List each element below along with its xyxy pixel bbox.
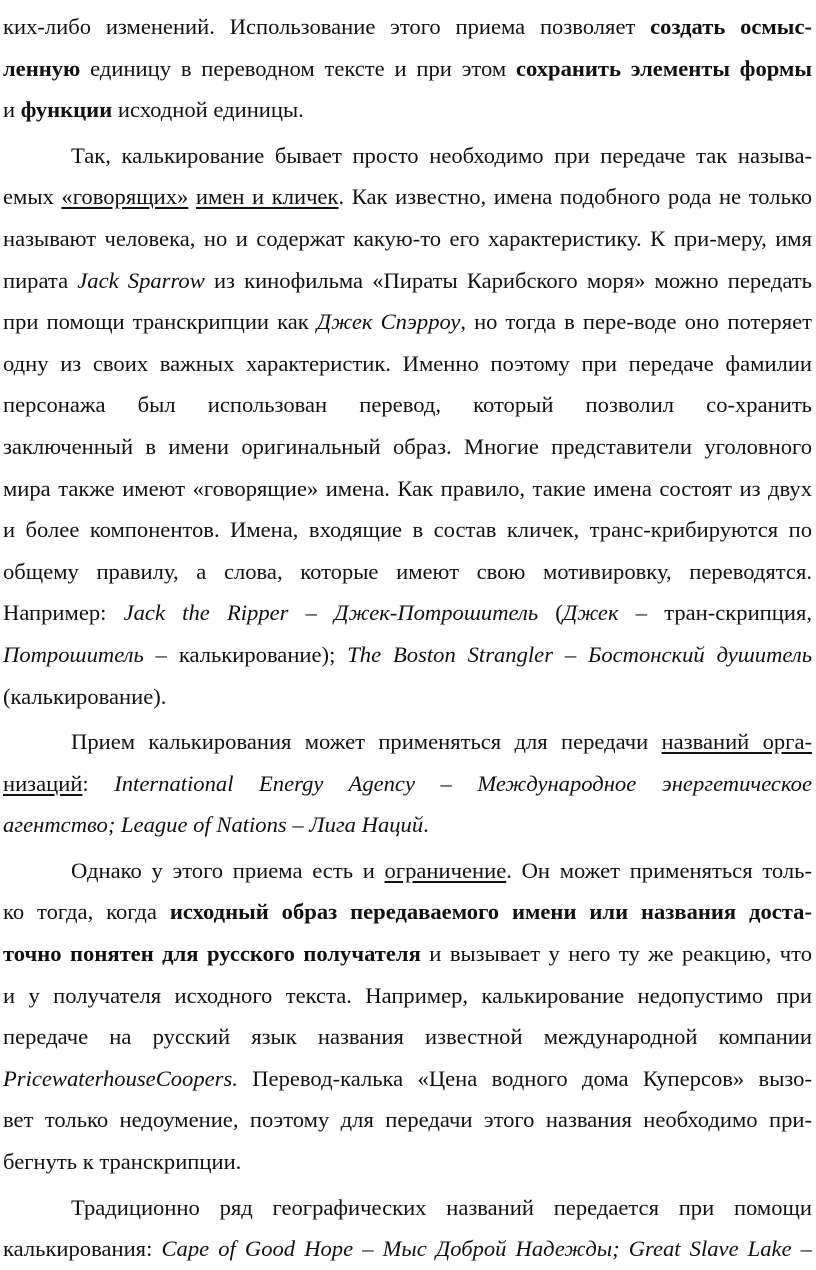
italic-phrase: International Energy Agency – Международное энергетическое — [114, 770, 812, 796]
underlined-phrase: ограничение — [384, 857, 507, 883]
bold-phrase: исходный образ передаваемого имени или названия доста- — [169, 899, 812, 925]
text-line: ко тогда, когда исходный образ передаваемого имени или названия доста- — [3, 899, 812, 925]
italic-phrase: Jack Sparrow — [77, 267, 205, 293]
text-line: мира также имеют «говорящие» имена. Как правило, такие имена состоят из двух — [3, 475, 812, 501]
text-line: Потрошитель – калькирование); The Boston Strangler – Бостонский душитель — [3, 641, 812, 667]
paragraph-5 — [3, 1187, 812, 1270]
paragraph-2 — [3, 135, 812, 717]
text-line: одну из своих важных характеристик. Именно поэтому при передаче фамилии — [3, 350, 812, 376]
text-line: агентство; League of Nations – Лига Наций. — [3, 812, 429, 838]
italic-phrase: Джек Спэрроу — [316, 309, 461, 335]
text-line: пирата Jack Sparrow из кинофильма «Пираты Карибского моря» можно передать — [3, 267, 812, 293]
text-line: персонажа был использован перевод, который позволил со-хранить — [3, 392, 812, 418]
bold-phrase: ленную — [3, 55, 81, 81]
text-line: заключенный в имени оригинальный образ. Многие представители уголовного — [3, 433, 812, 459]
text-line: калькирования: Cape of Good Hope – Мыс Доброй Надежды; Great Slave Lake – — [3, 1236, 812, 1262]
text-line: Например: Jack the Ripper – Джек-Потрошитель (Джек – тран-скрипция, — [3, 600, 812, 626]
paragraph-4 — [3, 850, 812, 1183]
bold-phrase: сохранить элементы формы — [515, 55, 812, 81]
bold-phrase: функции — [20, 97, 113, 123]
text-line: ких-либо изменений. Использование этого приема позволяет создать осмыс- — [3, 14, 812, 39]
text-line: низаций: International Energy Agency – Международное энергетическое — [3, 770, 812, 796]
text-line: бегнуть к транскрипции. — [3, 1149, 242, 1175]
text-line: Однако у этого приема есть и ограничение. Он может применяться толь- — [71, 857, 812, 883]
underlined-phrase: «говорящих» — [61, 184, 189, 210]
bold-phrase: точно понятен для русского получателя — [3, 941, 421, 967]
italic-phrase: The Boston Strangler – Бостонский душитель — [347, 641, 812, 667]
italic-phrase: Джек — [562, 600, 619, 626]
text-line: и функции исходной единицы. — [3, 97, 304, 123]
italic-phrase: Jack the Ripper – Джек-Потрошитель — [123, 600, 539, 626]
italic-phrase: PricewaterhouseCoopers. — [3, 1065, 238, 1091]
text-line: Традиционно ряд географических названий передается при помощи — [71, 1194, 812, 1220]
italic-phrase: Потрошитель — [3, 641, 144, 667]
italic-phrase: Cape of Good Hope – Мыс Доброй Надежды; Great Slave Lake – — [161, 1236, 812, 1262]
underlined-phrase: имен и кличек — [195, 184, 339, 210]
text-line: Прием калькирования может применяться для передачи названий орга- — [71, 729, 812, 755]
text-line: называют человека, но и содержат какую-то его характеристику. К при-меру, имя — [3, 225, 812, 251]
paragraph-1 — [3, 6, 812, 131]
bold-phrase: создать осмыс- — [650, 14, 812, 39]
text-line: общему правилу, а слова, которые имеют свою мотивировку, переводятся. — [3, 558, 812, 584]
text-line: вет только недоумение, поэтому для передачи этого названия необходимо при- — [3, 1107, 812, 1133]
text-line: точно понятен для русского получателя и вызывает у него ту же реакцию, что — [3, 941, 812, 967]
italic-phrase: агентство; League of Nations – Лига Наций — [3, 812, 424, 838]
text-line: емых «говорящих» имен и кличек. Как известно, имена подобного рода не только — [3, 184, 813, 210]
text-line: (калькирование). — [3, 683, 167, 709]
text-line: при помощи транскрипции как Джек Спэрроу, но тогда в пере-воде оно потеряет — [3, 309, 812, 335]
text-line: и у получателя исходного текста. Например, калькирование недопустимо при — [3, 982, 812, 1008]
text-line: Так, калькирование бывает просто необходимо при передаче так называ- — [71, 142, 812, 168]
text-line: ленную единицу в переводном тексте и при этом сохранить элементы формы — [3, 55, 812, 81]
paragraph-3 — [3, 721, 812, 846]
text-line: передаче на русский язык названия известной международной компании — [3, 1024, 812, 1050]
text-line: и более компонентов. Имена, входящие в состав кличек, транс-крибируются по — [3, 517, 812, 543]
underlined-phrase: названий орга- — [661, 729, 812, 755]
text-line: PricewaterhouseCoopers. Перевод-калька «Цена водного дома Куперсов» вызо- — [3, 1065, 812, 1091]
underlined-phrase: низаций — [3, 770, 83, 796]
